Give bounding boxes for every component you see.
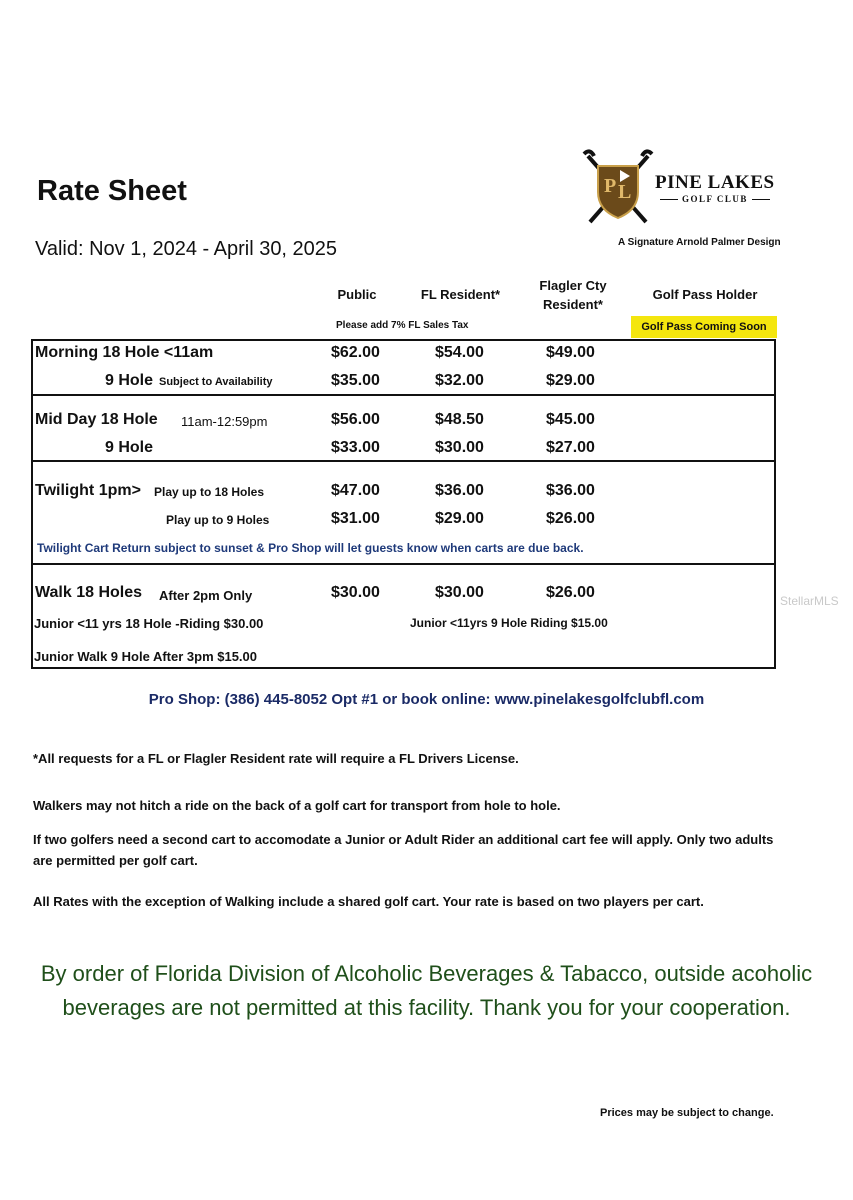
col-golf-pass: Golf Pass Holder — [652, 287, 758, 302]
junior-walk-9: Junior Walk 9 Hole After 3pm $15.00 — [34, 649, 257, 664]
price-fl: $32.00 — [435, 372, 484, 389]
price-public: $33.00 — [331, 439, 380, 456]
note-license: *All requests for a FL or Flagler Resident rate will require a FL Drivers License. — [33, 751, 519, 766]
price-fl: $36.00 — [435, 482, 484, 499]
prices-note: Prices may be subject to change. — [600, 1107, 774, 1119]
price-flagler: $36.00 — [546, 482, 595, 499]
junior-riding-18: Junior <11 yrs 18 Hole -Riding $30.00 — [34, 616, 264, 631]
price-fl: $29.00 — [435, 510, 484, 527]
svg-text:P: P — [604, 175, 617, 197]
tax-note: Please add 7% FL Sales Tax — [336, 320, 469, 331]
price-flagler: $45.00 — [546, 411, 595, 428]
pine-lakes-logo-icon — [582, 148, 654, 228]
watermark: StellarMLS — [780, 594, 839, 608]
price-flagler: $27.00 — [546, 439, 595, 456]
price-flagler: $49.00 — [546, 344, 595, 361]
price-public: $31.00 — [331, 510, 380, 527]
note-shared-cart: All Rates with the exception of Walking include a shared golf cart. Your rate is based on two players per cart. — [33, 894, 704, 909]
row-label: 9 Hole — [105, 372, 154, 389]
price-public: $30.00 — [331, 584, 380, 601]
row-label: Mid Day 18 Hole — [35, 411, 158, 428]
golf-pass-badge: Golf Pass Coming Soon — [631, 316, 777, 338]
col-flagler-line1: Flagler Cty — [539, 278, 607, 293]
row-note: Play up to 18 Holes — [154, 485, 265, 499]
price-fl: $30.00 — [435, 584, 484, 601]
price-public: $35.00 — [331, 372, 380, 389]
row-label: Walk 18 Holes — [35, 584, 143, 601]
price-flagler: $26.00 — [546, 510, 595, 527]
junior-riding-9: Junior <11yrs 9 Hole Riding $15.00 — [410, 616, 608, 630]
twilight-note: Twilight Cart Return subject to sunset & Pro Shop will let guests know when carts are due back. — [37, 541, 584, 555]
row-note: Play up to 9 Holes — [166, 513, 270, 527]
note-walkers: Walkers may not hitch a ride on the back of a golf cart for transport from hole to hole. — [33, 798, 561, 813]
price-flagler: $26.00 — [546, 584, 595, 601]
row-note: Subject to Availability — [159, 376, 273, 388]
price-public: $62.00 — [331, 344, 380, 361]
row-label: 9 Hole — [105, 439, 154, 456]
divider — [31, 394, 776, 396]
price-fl: $54.00 — [435, 344, 484, 361]
row-note: After 2pm Only — [159, 588, 253, 603]
valid-dates: Valid: Nov 1, 2024 - April 30, 2025 — [35, 238, 338, 260]
price-flagler: $29.00 — [546, 372, 595, 389]
col-fl-resident: FL Resident* — [420, 287, 501, 302]
signature-design: A Signature Arnold Palmer Design — [618, 237, 781, 248]
proshop-contact: Pro Shop: (386) 445-8052 Opt #1 or book online: www.pinelakesgolfclubfl.com — [148, 691, 705, 708]
price-fl: $30.00 — [435, 439, 484, 456]
price-public: $47.00 — [331, 482, 380, 499]
price-fl: $48.50 — [435, 411, 484, 428]
row-note: 11am-12:59pm — [181, 414, 268, 429]
page-title: Rate Sheet — [37, 175, 187, 207]
row-label: Morning 18 Hole <11am — [35, 344, 214, 361]
col-flagler-line2: Resident* — [543, 297, 603, 312]
svg-text:L: L — [618, 181, 632, 203]
note-second-cart: If two golfers need a second cart to accomodate a Junior or Adult Rider an additional cart fee will apply. Only two adults are permitted per golf cart. — [33, 832, 774, 868]
alcohol-notice: By order of Florida Division of Alcoholic Beverages & Tabacco, outside acoholic beverages are not permitted at this facility. Thank you for your cooperation. — [40, 961, 813, 1020]
logo-name: PINE LAKES — [655, 172, 775, 193]
divider — [31, 563, 776, 565]
row-label: Twilight 1pm> — [35, 482, 141, 499]
divider — [31, 460, 776, 462]
price-public: $56.00 — [331, 411, 380, 428]
col-public: Public — [337, 287, 377, 302]
logo-subtitle: GOLF CLUB — [656, 194, 774, 204]
